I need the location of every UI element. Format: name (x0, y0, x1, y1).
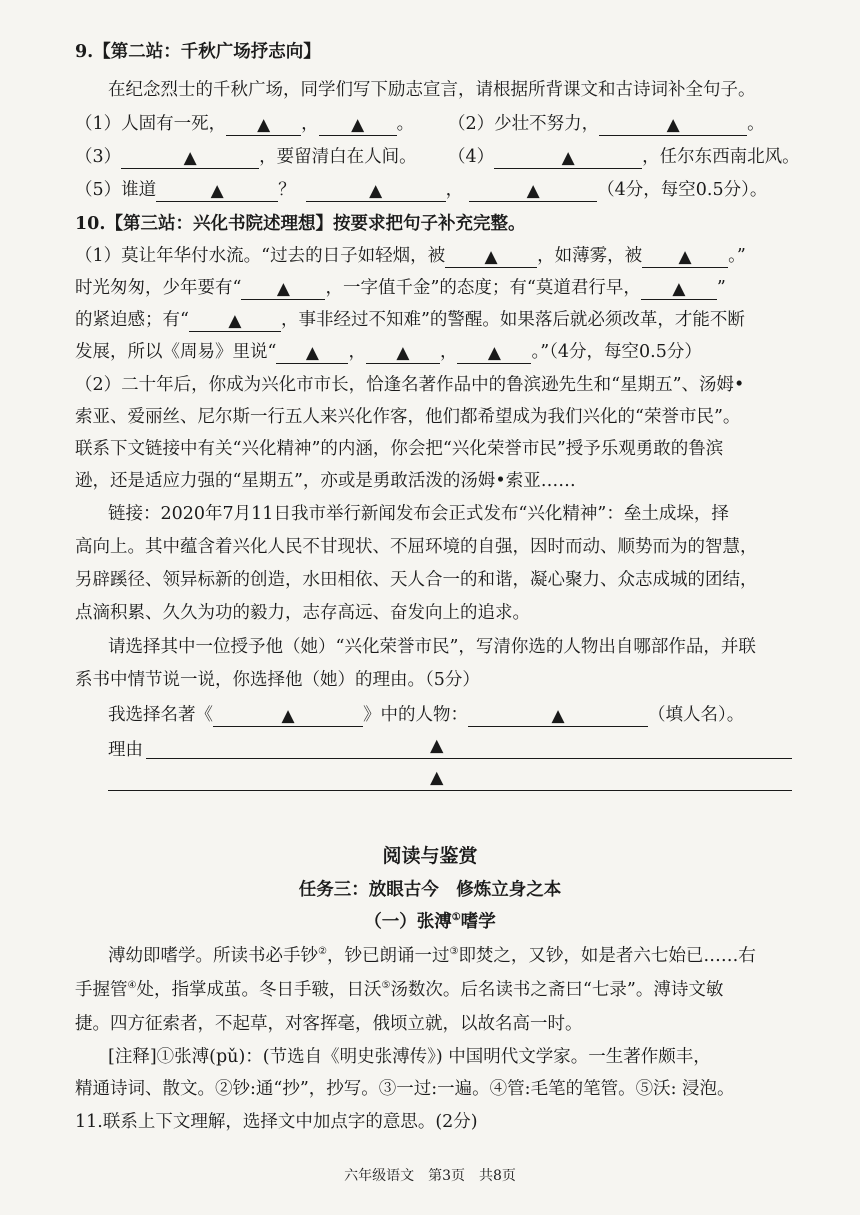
passage-title (0, 910, 860, 934)
triangle-icon: ▲ (430, 736, 444, 756)
punct: ？ (278, 180, 296, 200)
text: ” (716, 278, 726, 298)
link-line1: 链接：2020年7月11日我市举行新闻发布会正式发布“兴化精神”：垒土成垛，择 (108, 504, 729, 524)
triangle-icon: ▲ (551, 706, 565, 726)
q9-item-5 (75, 178, 767, 202)
text: 我选择名著《 (108, 705, 213, 725)
q10-p2-line2: 索亚、爱丽丝、尼尔斯一行五人来兴化作客，他们都希望成为我们兴化的“荣誉市民”。 (75, 407, 741, 427)
reason-line-2[interactable] (108, 790, 792, 791)
punct: ， (301, 114, 319, 134)
q9-item-3-text: ，要留清白在人间。 (259, 147, 417, 167)
note-marker: ④ (127, 980, 137, 992)
q9-title: 【第二站：千秋广场抒志向】 (93, 42, 321, 62)
triangle-icon: ▲ (487, 343, 501, 363)
answer-blank[interactable] (121, 146, 259, 169)
q9-item-3-label: （3） (75, 147, 122, 167)
answer-blank[interactable] (445, 245, 537, 268)
punct: ， (439, 342, 458, 362)
q10-p2-line3: 联系下文链接中有关“兴化精神”的内涵，你会把“兴化荣誉市民”授予乐观勇敢的鲁滨 (75, 439, 724, 459)
q10-title: 10.【第三站：兴化书院述理想】按要求把句子补充完整。 (75, 214, 526, 234)
q9-item-1 (75, 112, 414, 136)
q9-intro: 在纪念烈士的千秋广场，同学们写下励志宣言，请根据所背课文和古诗词补全句子。 (108, 80, 756, 100)
q9-heading (75, 40, 321, 64)
triangle-icon: ▲ (526, 181, 540, 201)
q10-p1-line3 (75, 308, 745, 332)
triangle-icon: ▲ (257, 115, 271, 135)
text: 手握管 (75, 980, 128, 1000)
link-line3: 另辟蹊径、领异标新的创造，水田相依、天人合一的和谐，凝心聚力、众志成城的团结， (75, 570, 758, 590)
q9-score: （4分，每空0.5分）。 (597, 180, 768, 200)
text: ，如薄雾，被 (537, 246, 643, 266)
q9-item-4 (448, 145, 800, 169)
triangle-icon: ▲ (276, 279, 290, 299)
page-footer: 六年级语文 第3页 共8页 (344, 1168, 516, 1184)
section-title: 阅读与鉴赏 (382, 845, 478, 867)
answer-blank[interactable] (276, 341, 348, 364)
note-line1: [注释]①张溥(pǔ)：(节选自《明史张溥传》) 中国明代文学家。一生著作颇丰， (108, 1047, 711, 1067)
answer-blank[interactable] (494, 146, 642, 169)
text: 的紧迫感；有“ (75, 310, 189, 330)
note-marker: ③ (449, 946, 459, 958)
answer-blank[interactable] (469, 179, 597, 202)
q9-item-2 (448, 112, 765, 136)
text: 》中的人物： (363, 705, 468, 725)
text: 汤数次。后名读书之斋曰“七录”。溥诗文敏 (390, 980, 724, 1000)
punct: 。 (747, 114, 765, 134)
q10-p1-line2 (75, 276, 726, 300)
answer-blank[interactable] (642, 245, 728, 268)
text: （填人名）。 (648, 705, 745, 725)
q10-p1-line4 (75, 340, 702, 364)
text: ，一字值千金”的态度；有“莫道君行早， (325, 278, 641, 298)
text: 发展，所以《周易》里说“ (75, 342, 277, 362)
text: 溥幼即嗜学。所读书必手钞 (108, 946, 318, 966)
text: 时光匆匆，少年要有“ (75, 278, 242, 298)
triangle-icon: ▲ (430, 768, 444, 788)
q9-item-4-text: ，任尔东西南北风。 (642, 147, 800, 167)
text: 。” (728, 246, 746, 266)
triangle-icon: ▲ (484, 247, 498, 267)
q9-item-2-text: （2）少壮不努力， (448, 114, 600, 134)
text: ，钞已朗诵一过 (326, 946, 450, 966)
task-title: 任务三：放眼古今 修炼立身之本 (298, 880, 562, 900)
q9-item-4-label: （4） (448, 147, 495, 167)
character-name-blank[interactable] (468, 704, 648, 727)
link-line2: 高向上。其中蕴含着兴化人民不甘现状、不屈环境的自强，因时而动、顺势而为的智慧， (75, 537, 758, 557)
text: 。”（4分，每空0.5分） (531, 342, 702, 362)
triangle-icon: ▲ (396, 343, 410, 363)
book-name-blank[interactable] (213, 704, 363, 727)
ask-line2: 系书中情节说一说，你选择他（她）的理由。（5分） (75, 670, 480, 690)
text: 即焚之，又钞，如是者六七始已……右 (458, 946, 756, 966)
triangle-icon: ▲ (210, 181, 224, 201)
answer-blank[interactable] (156, 179, 278, 202)
link-line4: 点滴积累、久久为功的毅力，志存高远、奋发向上的追求。 (75, 603, 530, 623)
triangle-icon: ▲ (561, 148, 575, 168)
answer-blank[interactable] (319, 113, 397, 136)
answer-blank[interactable] (226, 113, 301, 136)
note-marker: ⑤ (381, 980, 391, 992)
passage-line2 (75, 978, 723, 1002)
ask-line1: 请选择其中一位授予他（她）“兴化荣誉市民”，写清你选的人物出自哪部作品，并联 (108, 637, 756, 657)
triangle-icon: ▲ (228, 311, 242, 331)
passage-line3: 捷。四方征索者，不起草，对客挥毫，俄顷立就，以故名高一时。 (75, 1014, 583, 1034)
triangle-icon: ▲ (678, 247, 692, 267)
answer-blank[interactable] (457, 341, 531, 364)
text: 嗜学 (460, 912, 496, 932)
passage-line1 (108, 944, 756, 968)
answer-blank[interactable] (241, 277, 325, 300)
punct: ， (348, 342, 366, 362)
q11-prompt: 11.联系上下文理解，选择文中加点字的意思。(2分) (75, 1112, 478, 1132)
text: （一）张溥 (364, 912, 452, 932)
triangle-icon: ▲ (351, 115, 365, 135)
note-marker: ① (451, 912, 461, 924)
q10-p2-line4: 逊，还是适应力强的“星期五”，亦或是勇敢活泼的汤姆•索亚…… (75, 471, 576, 491)
triangle-icon: ▲ (666, 115, 680, 135)
text: 处，指掌成茧。冬日手皲，日沃 (136, 980, 382, 1000)
q9-item-5-label: （5）谁道 (75, 180, 157, 200)
triangle-icon: ▲ (281, 706, 295, 726)
q9-item-3 (75, 145, 417, 169)
triangle-icon: ▲ (369, 181, 383, 201)
triangle-icon: ▲ (672, 279, 686, 299)
choose-line (108, 703, 744, 727)
note-marker: ② (318, 946, 327, 958)
reason-line-1[interactable] (146, 758, 792, 759)
reason-label: 理由 (108, 740, 143, 760)
punct: ， (445, 180, 464, 200)
q10-p2-line1: （2）二十年后，你成为兴化市市长，恰逢名著作品中的鲁滨逊先生和“星期五”、汤姆• (75, 375, 745, 395)
q9-item-1-text: （1）人固有一死， (75, 114, 227, 134)
q10-p1-line1 (75, 244, 746, 268)
answer-blank[interactable] (306, 179, 446, 202)
text: ，事非经过不知难”的警醒。如果落后就必须改革，才能不断 (280, 310, 745, 330)
punct: 。 (396, 114, 415, 134)
answer-blank[interactable] (641, 277, 717, 300)
triangle-icon: ▲ (183, 148, 197, 168)
q9-number: 9. (75, 42, 94, 62)
answer-blank[interactable] (189, 309, 281, 332)
triangle-icon: ▲ (305, 343, 319, 363)
text: （1）莫让年华付水流。“过去的日子如轻烟，被 (75, 246, 446, 266)
answer-blank[interactable] (366, 341, 440, 364)
answer-blank[interactable] (599, 113, 747, 136)
note-line2: 精通诗词、散文。②钞:通“抄”，抄写。③一过:一遍。④管:毛笔的笔管。⑤沃: 浸泡。 (75, 1079, 735, 1099)
